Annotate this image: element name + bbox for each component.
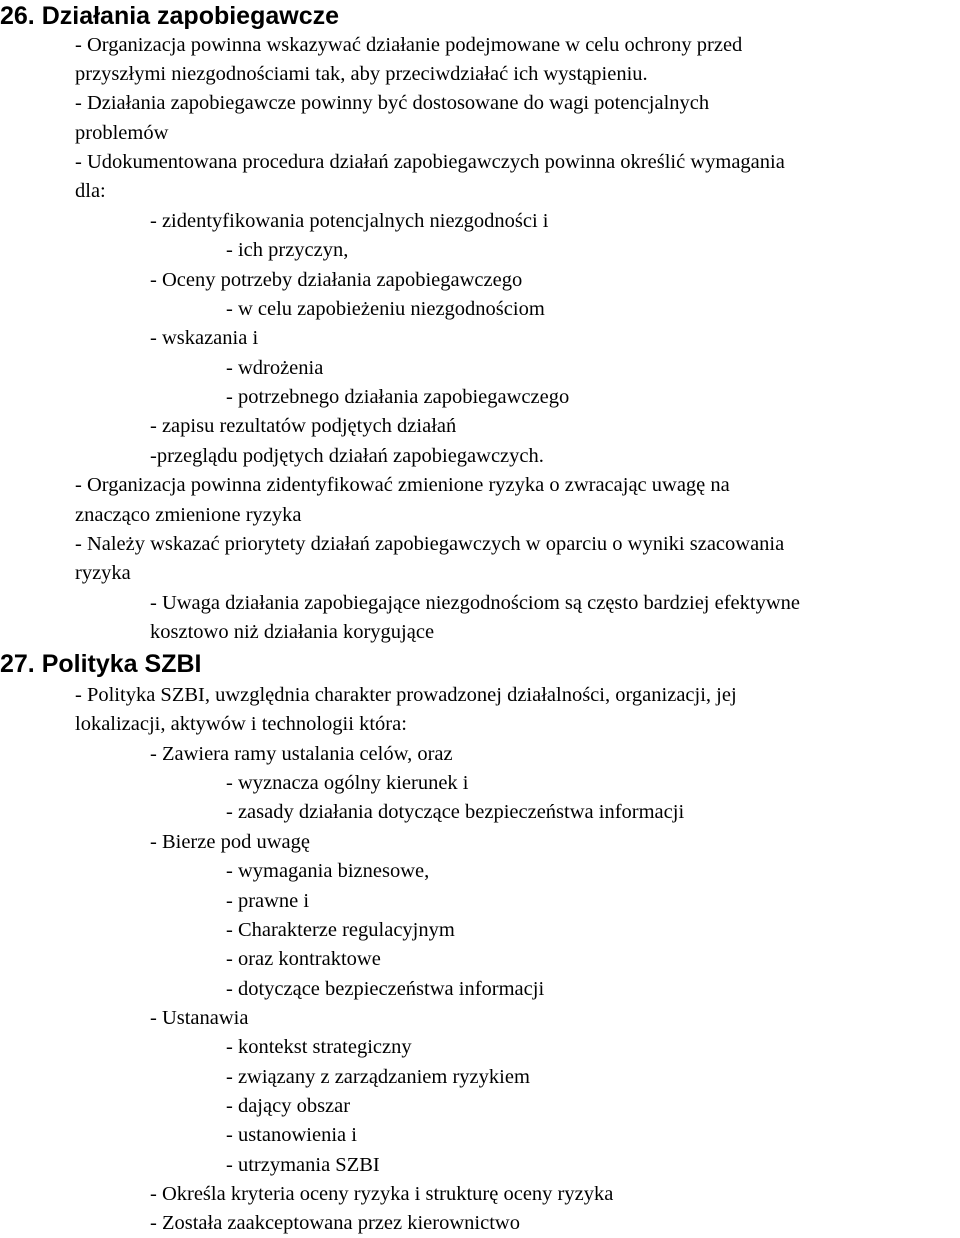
section-27-line: - dający obszar (226, 1095, 351, 1117)
section-27-line: - oraz kontraktowe (226, 948, 381, 970)
section-27-line: - Charakterze regulacyjnym (226, 919, 455, 941)
section-26-line: - potrzebnego działania zapobiegawczego (226, 386, 570, 408)
section-26-line: - Działania zapobiegawcze powinny być dostosowane do wagi potencjalnych (75, 92, 710, 114)
section-26-line: - wdrożenia (226, 357, 324, 379)
section-27-line: - Ustanawia (150, 1007, 249, 1029)
section-27-line: - dotyczące bezpieczeństwa informacji (226, 978, 545, 1000)
section-27-line: - Została zaakceptowana przez kierownictwo (150, 1212, 520, 1234)
section-26-line: - Udokumentowana procedura działań zapobiegawczych powinna określić wymagania (75, 151, 785, 173)
section-27-line: - Bierze pod uwagę (150, 831, 310, 853)
section-27-title: 27. Polityka SZBI (0, 650, 202, 678)
section-26-title: 26. Działania zapobiegawcze (0, 2, 340, 30)
section-26-line: - zapisu rezultatów podjętych działań (150, 415, 457, 437)
section-26-line: - Organizacja powinna wskazywać działanie podejmowane w celu ochrony przed (75, 34, 743, 56)
section-26-line: problemów (75, 122, 169, 144)
section-27-line: lokalizacji, aktywów i technologii która: (75, 713, 407, 735)
section-26-line: przyszłymi niezgodnościami tak, aby przeciwdziałać ich wystąpieniu. (75, 63, 648, 85)
section-26-line: ryzyka (75, 562, 131, 584)
section-26-line: - zidentyfikowania potencjalnych niezgodności i (150, 210, 549, 232)
section-26-line: - w celu zapobieżeniu niezgodnościom (226, 298, 545, 320)
section-26-line: - Uwaga działania zapobiegające niezgodnościom są często bardziej efektywne (150, 592, 800, 614)
section-27-line: - kontekst strategiczny (226, 1036, 412, 1058)
section-26-line: - ich przyczyn, (226, 239, 349, 261)
section-26-line: - Organizacja powinna zidentyfikować zmienione ryzyka o zwracając uwagę na (75, 474, 730, 496)
section-27-line: - Określa kryteria oceny ryzyka i strukturę oceny ryzyka (150, 1183, 614, 1205)
section-27-line: - Polityka SZBI, uwzględnia charakter prowadzonej działalności, organizacji, jej (75, 684, 737, 706)
section-27-line: - wyznacza ogólny kierunek i (226, 772, 469, 794)
section-27-line: - prawne i (226, 890, 310, 912)
section-26-line: -przeglądu podjętych działań zapobiegawczych. (150, 445, 544, 467)
section-27-line: - ustanowienia i (226, 1124, 357, 1146)
section-26-line: znacząco zmienione ryzyka (75, 504, 302, 526)
section-27-line: - związany z zarządzaniem ryzykiem (226, 1066, 530, 1088)
section-26-line: - wskazania i (150, 327, 259, 349)
section-27-line: - wymagania biznesowe, (226, 860, 430, 882)
section-27-line: - Zawiera ramy ustalania celów, oraz (150, 743, 453, 765)
section-26-line: - Oceny potrzeby działania zapobiegawczego (150, 269, 523, 291)
section-26-line: kosztowo niż działania korygujące (150, 621, 435, 643)
section-26-line: - Należy wskazać priorytety działań zapobiegawczych w oparciu o wyniki szacowania (75, 533, 785, 555)
section-26-line: dla: (75, 180, 106, 202)
section-27-line: - utrzymania SZBI (226, 1154, 380, 1176)
section-27-line: - zasady działania dotyczące bezpieczeństwa informacji (226, 801, 685, 823)
